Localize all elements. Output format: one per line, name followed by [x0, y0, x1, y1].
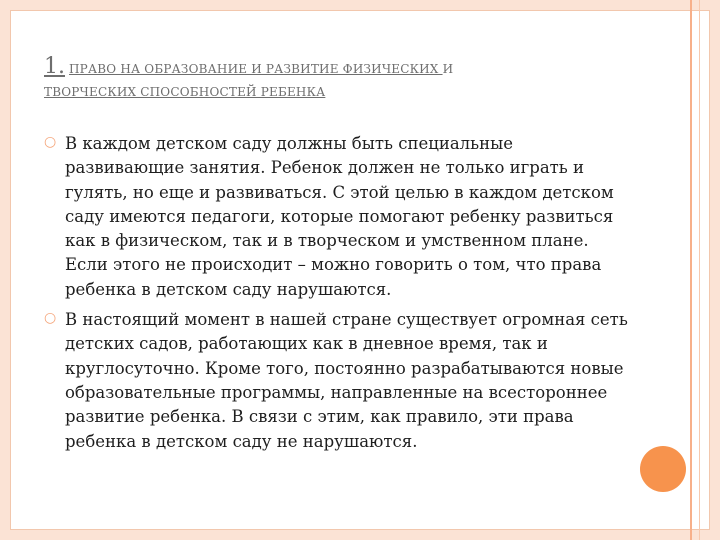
slide-title-text-underlined: ПРАВО НА ОБРАЗОВАНИЕ И РАЗВИТИЕ ФИЗИЧЕСКИХ — [69, 62, 443, 76]
decorative-rule — [690, 0, 692, 540]
bullet-text: В каждом детском саду должны быть специальные развивающие занятия. Ребенок должен не только играть и гулять, но еще и развиваться. С этой целью в каждом детском саду имеются педагоги, которые помогают ребенку развиться как в физическом, так и в творческом и умственном плане. Если этого не происходит – можно говорить о том, что права ребенка в детском саду нарушаются. — [65, 134, 614, 299]
bullet-list — [44, 132, 634, 460]
slide-title-line2: ТВОРЧЕСКИХ СПОСОБНОСТЕЙ РЕБЕНКА — [44, 85, 326, 99]
slide-title — [44, 52, 644, 100]
decorative-orange-circle — [640, 446, 686, 492]
slide-title-line1 — [44, 52, 644, 80]
bullet-ring-icon: ○ — [44, 134, 57, 150]
bullet-item — [44, 308, 634, 454]
decorative-rule-thin — [699, 0, 700, 540]
slide-title-text-plain: И — [442, 62, 454, 76]
bullet-text: В настоящий момент в нашей стране существует огромная сеть детских садов, работающих как в дневное время, так и круглосуточно. Кроме того, постоянно разрабатываются новые образовательные программы, направленные на всестороннее развитие ребенка. В связи с этим, как правило, эти права ребенка в детском саду не нарушаются. — [65, 310, 628, 451]
slide-title-number: 1. — [44, 54, 65, 79]
bullet-ring-icon: ○ — [44, 310, 57, 327]
bullet-item — [44, 132, 634, 302]
